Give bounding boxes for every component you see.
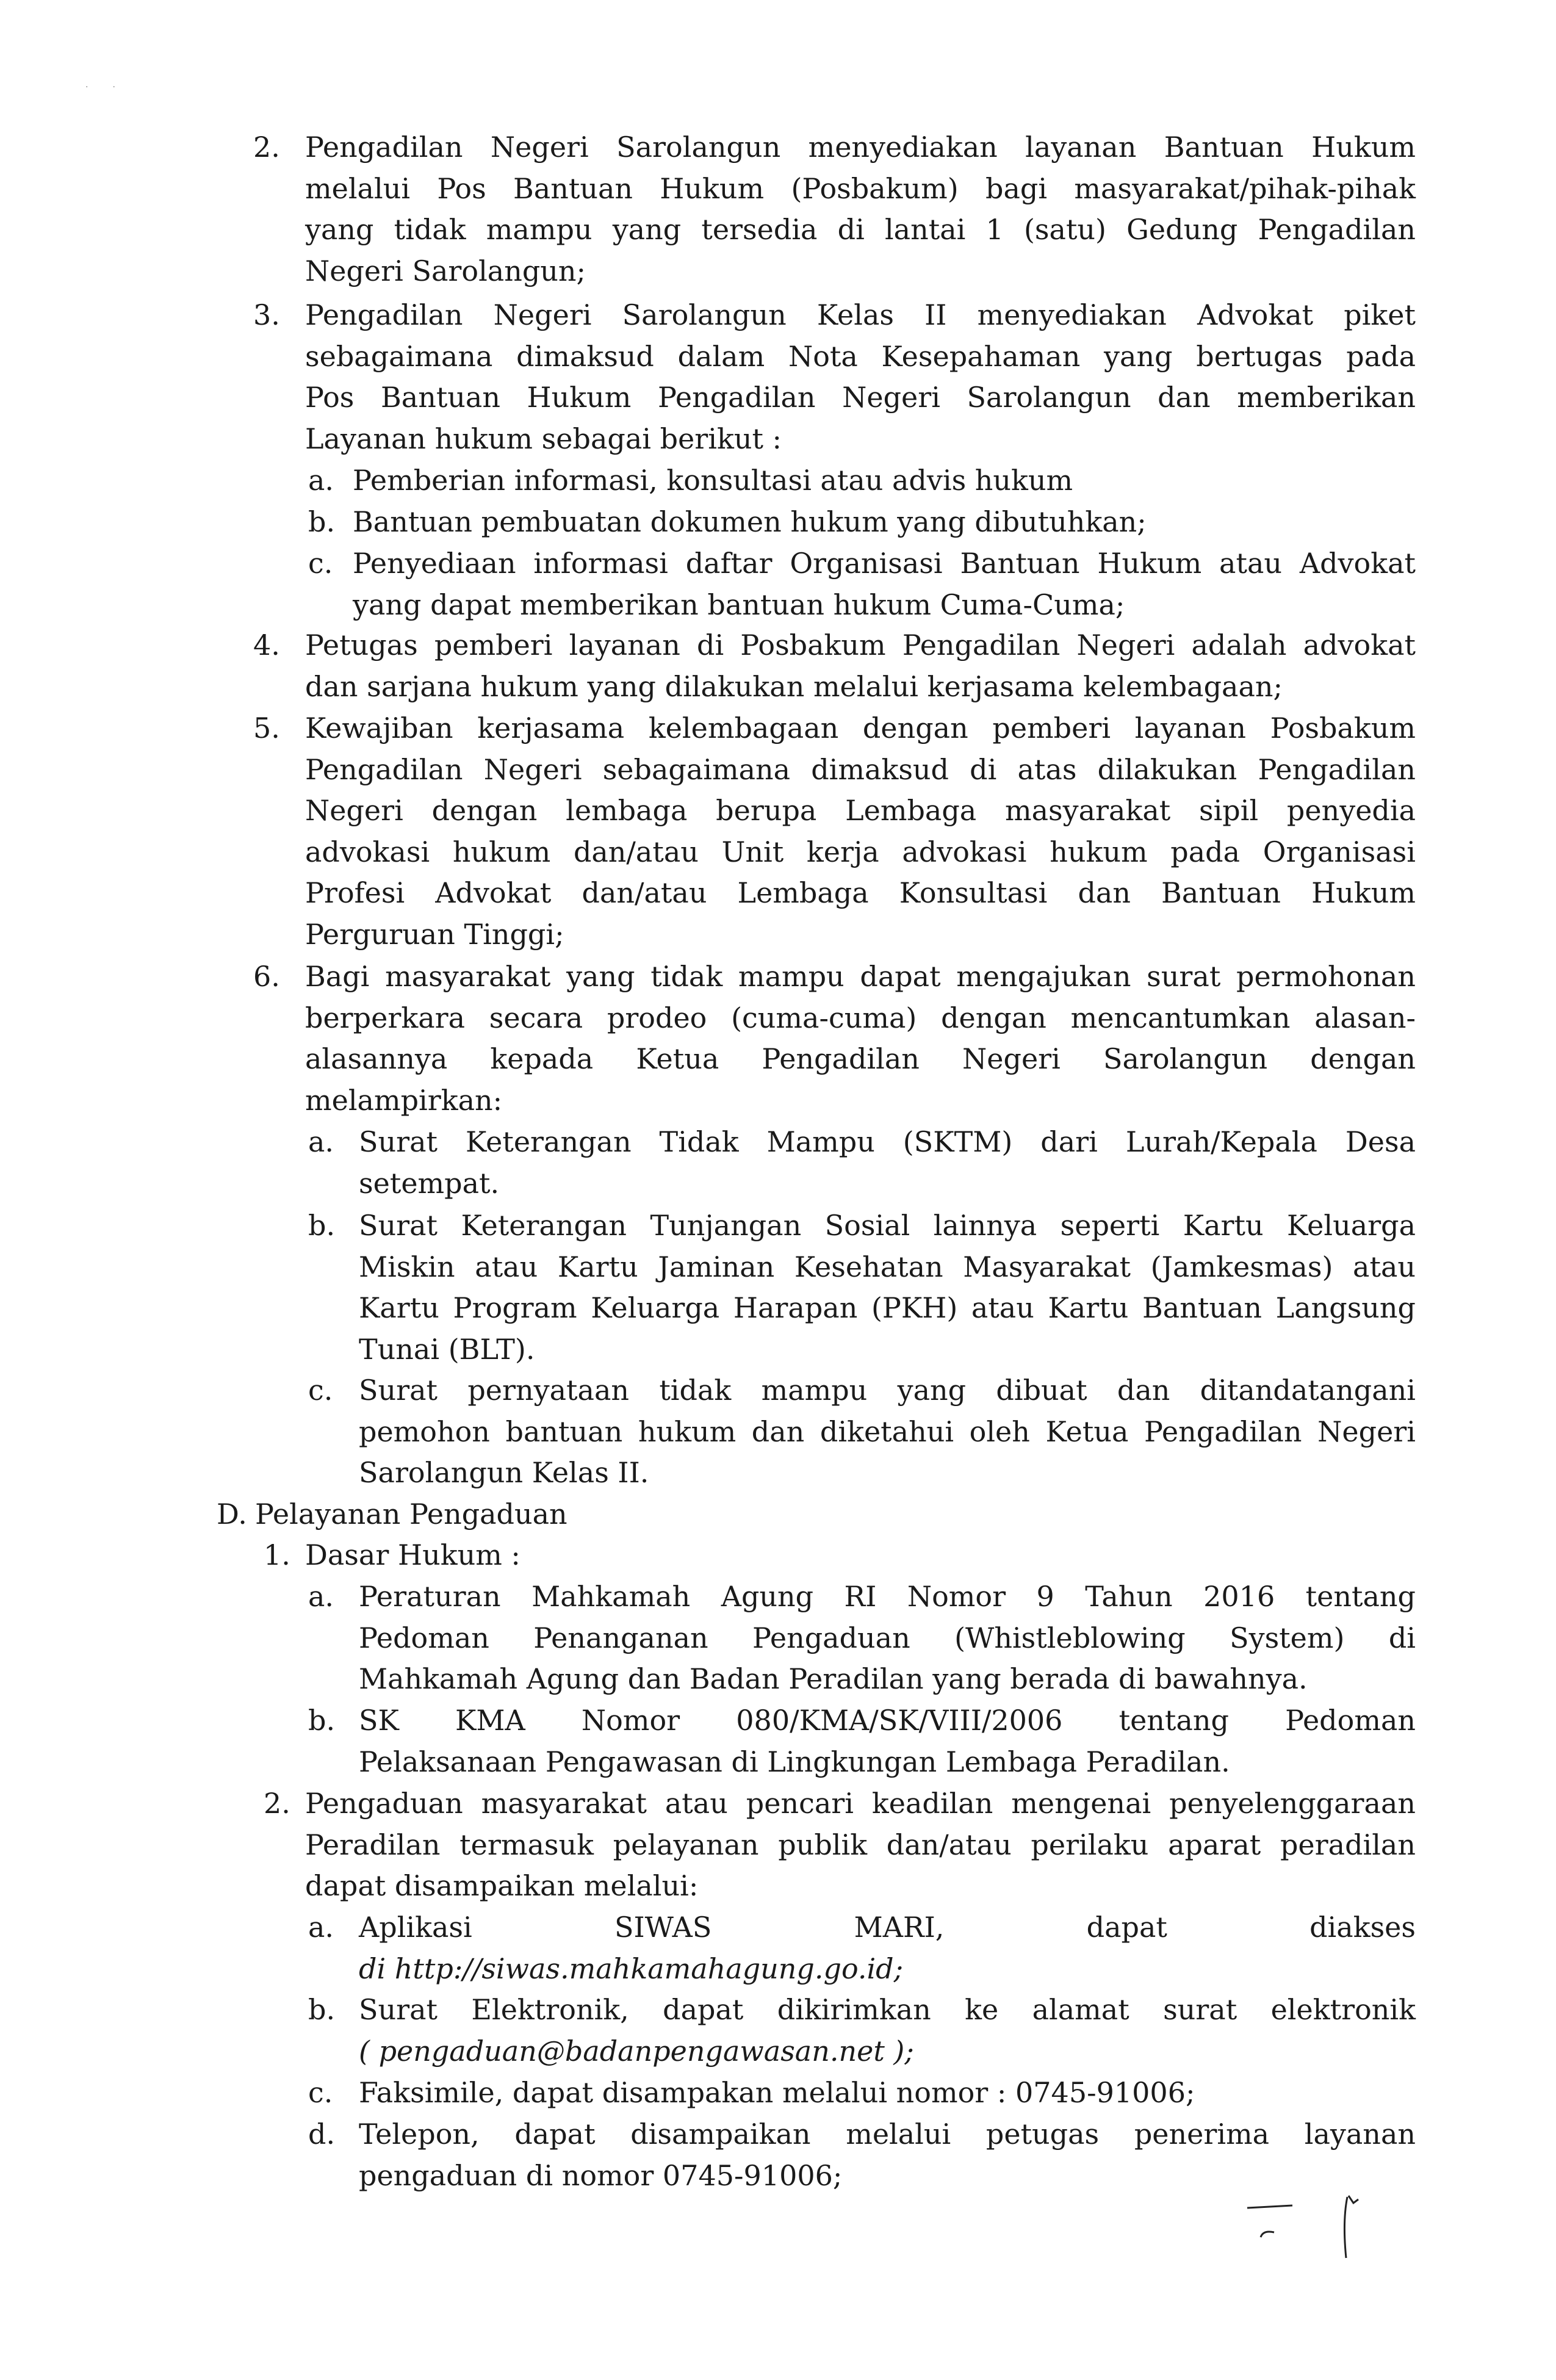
section-letter: D. — [217, 1498, 247, 1531]
item-letter: a. — [308, 464, 334, 497]
text-line: SK KMA Nomor 080/KMA/SK/VIII/2006 tentang Pedoman — [359, 1704, 1416, 1737]
text-line: Pelaksanaan Pengawasan di Lingkungan Lembaga Peradilan. — [359, 1745, 1230, 1778]
text-line: Surat Elektronik, dapat dikirimkan ke alamat surat elektronik — [359, 1993, 1416, 2026]
item-letter: c. — [308, 2076, 333, 2109]
item-number: 2. — [253, 131, 280, 164]
text-line: Surat pernyataan tidak mampu yang dibuat dan ditandatangani — [359, 1374, 1416, 1407]
text-line: melalui Pos Bantuan Hukum (Posbakum) bagi masyarakat/pihak-pihak — [305, 171, 1416, 205]
text-line: berperkara secara prodeo (cuma-cuma) dengan mencantumkan alasan- — [305, 1001, 1416, 1034]
text-line: Peraturan Mahkamah Agung RI Nomor 9 Tahun 2016 tentang — [359, 1580, 1416, 1613]
item-letter: b. — [308, 505, 336, 538]
text-line: pemohon bantuan hukum dan diketahui oleh Ketua Pengadilan Negeri — [359, 1415, 1416, 1448]
item-number: 5. — [253, 712, 280, 745]
item-letter: a. — [308, 1125, 334, 1158]
handwritten-initials — [1239, 2185, 1397, 2270]
text-line: yang tidak mampu yang tersedia di lantai 1 (satu) Gedung Pengadilan — [305, 213, 1416, 246]
text-line: Pedoman Penanganan Pengaduan (Whistleblowing System) di — [359, 1621, 1416, 1654]
text-line: Negeri Sarolangun; — [305, 254, 586, 287]
siwas-url-line: di http://siwas.mahkamahagung.go.id; — [359, 1952, 904, 1985]
text-line: dapat disampaikan melalui: — [305, 1869, 699, 1902]
item-number: 3. — [253, 298, 280, 331]
text-line: Pengadilan Negeri sebagaimana dimaksud di atas dilakukan Pengadilan — [305, 752, 1416, 786]
text-line: Aplikasi SIWAS MARI, dapat diakses — [359, 1911, 1416, 1944]
text-line: Kartu Program Keluarga Harapan (PKH) atau Kartu Bantuan Langsung — [359, 1291, 1416, 1324]
text-line: Dasar Hukum : — [305, 1538, 520, 1571]
item-letter: c. — [308, 1374, 333, 1407]
text-line: Bagi masyarakat yang tidak mampu dapat mengajukan surat permohonan — [305, 960, 1416, 993]
text-line: Faksimile, dapat disampakan melalui nomor : 0745-91006; — [359, 2076, 1195, 2109]
text-line: Perguruan Tinggi; — [305, 917, 564, 951]
text-line: Profesi Advokat dan/atau Lembaga Konsultasi dan Bantuan Hukum — [305, 876, 1416, 909]
text-line: pengaduan di nomor 0745-91006; — [359, 2158, 843, 2192]
item-number: 1. — [264, 1538, 290, 1571]
text-line: yang dapat memberikan bantuan hukum Cuma-Cuma; — [353, 588, 1125, 621]
text-line: advokasi hukum dan/atau Unit kerja advokasi hukum pada Organisasi — [305, 835, 1416, 868]
text-line: Penyediaan informasi daftar Organisasi Bantuan Hukum atau Advokat — [353, 547, 1416, 580]
text-line: dan sarjana hukum yang dilakukan melalui kerjasama kelembagaan; — [305, 669, 1283, 703]
section-title: Pelayanan Pengaduan — [255, 1498, 567, 1531]
text-line: Miskin atau Kartu Jaminan Kesehatan Masyarakat (Jamkesmas) atau — [359, 1250, 1416, 1283]
text-line: Negeri dengan lembaga berupa Lembaga masyarakat sipil penyedia — [305, 794, 1416, 827]
text-line: Surat Keterangan Tunjangan Sosial lainnya seperti Kartu Keluarga — [359, 1209, 1416, 1242]
text-line: Kewajiban kerjasama kelembagaan dengan pemberi layanan Posbakum — [305, 712, 1416, 745]
text-line: sebagaimana dimaksud dalam Nota Kesepahaman yang bertugas pada — [305, 339, 1416, 373]
text-line: Peradilan termasuk pelayanan publik dan/atau perilaku aparat peradilan — [305, 1828, 1416, 1861]
scan-specks: · · — [85, 82, 115, 92]
text-line: Pengadilan Negeri Sarolangun menyediakan layanan Bantuan Hukum — [305, 131, 1416, 164]
text-line: Tunai (BLT). — [359, 1332, 535, 1366]
text-line: Pengadilan Negeri Sarolangun Kelas II menyediakan Advokat piket — [305, 298, 1416, 331]
item-letter: b. — [308, 1209, 336, 1242]
item-letter: a. — [308, 1911, 334, 1944]
text-line: Sarolangun Kelas II. — [359, 1456, 649, 1489]
text-line: Telepon, dapat disampaikan melalui petugas penerima layanan — [359, 2118, 1416, 2151]
item-letter: b. — [308, 1993, 336, 2026]
item-number: 2. — [264, 1787, 290, 1820]
item-number: 4. — [253, 629, 280, 662]
text-line: Layanan hukum sebagai berikut : — [305, 422, 782, 455]
text-line: Pemberian informasi, konsultasi atau advis hukum — [353, 464, 1073, 497]
item-number: 6. — [253, 960, 280, 993]
text-line: Mahkamah Agung dan Badan Peradilan yang berada di bawahnya. — [359, 1662, 1308, 1695]
item-letter: d. — [308, 2118, 336, 2151]
text-line: melampirkan: — [305, 1083, 503, 1117]
text-line: Petugas pemberi layanan di Posbakum Pengadilan Negeri adalah advokat — [305, 629, 1416, 662]
item-letter: b. — [308, 1704, 336, 1737]
text-line: Pengaduan masyarakat atau pencari keadilan mengenai penyelenggaraan — [305, 1787, 1416, 1820]
text-line: Surat Keterangan Tidak Mampu (SKTM) dari Lurah/Kepala Desa — [359, 1125, 1416, 1158]
item-letter: c. — [308, 547, 333, 580]
text-line: Pos Bantuan Hukum Pengadilan Negeri Sarolangun dan memberikan — [305, 381, 1416, 414]
text-line: setempat. — [359, 1166, 500, 1200]
email-address-line: ( pengaduan@badanpengawasan.net ); — [359, 2034, 914, 2068]
text-line: alasannya kepada Ketua Pengadilan Negeri Sarolangun dengan — [305, 1042, 1416, 1075]
item-letter: a. — [308, 1580, 334, 1613]
text-line: Bantuan pembuatan dokumen hukum yang dibutuhkan; — [353, 505, 1147, 538]
